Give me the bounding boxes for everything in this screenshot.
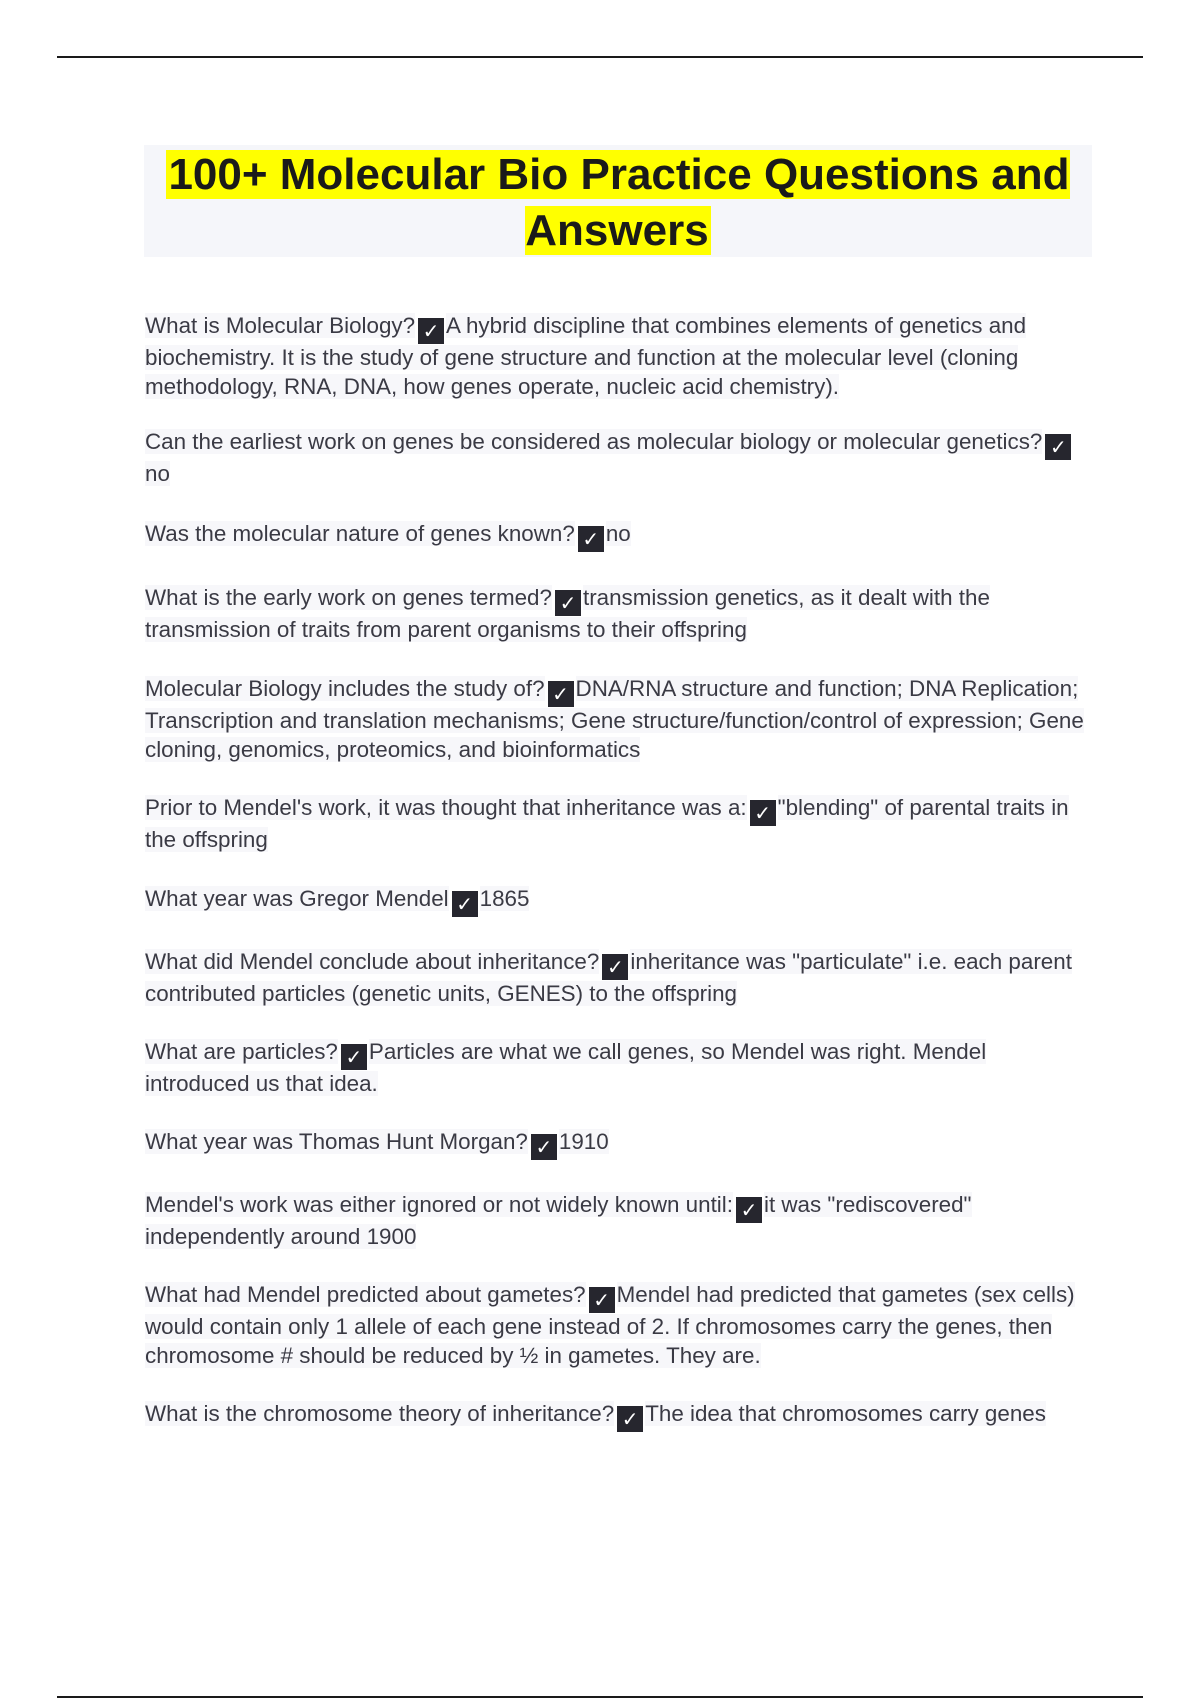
qa-item <box>145 1400 1095 1432</box>
answer-text: 1865 <box>479 885 530 911</box>
question-text: Can the earliest work on genes be considered as molecular biology or molecular genetics? <box>145 429 1043 454</box>
qa-item <box>145 885 1095 917</box>
qa-item <box>145 1281 1095 1370</box>
qa-item <box>145 948 1095 1009</box>
page-title-highlight: 100+ Molecular Bio Practice Questions and Answers <box>168 150 1070 255</box>
checkbox-check-icon: ✓ <box>1045 434 1071 460</box>
question-text: Molecular Biology includes the study of? <box>145 676 545 701</box>
qa-item <box>145 428 1095 489</box>
top-rule <box>57 56 1143 58</box>
checkbox-check-icon: ✓ <box>589 1287 615 1313</box>
answer-text: DNA/RNA structure and function; DNA Replication; Transcription and translation mechanisms; Gene structure/function/control of expression; Gene cloning, genomics, proteomics, and bioinformatics <box>145 676 1084 762</box>
answer-text: it was "rediscovered" independently around 1900 <box>145 1191 972 1249</box>
bottom-rule <box>57 1696 1143 1698</box>
answer-text: "blending" of parental traits in the offspring <box>145 795 1069 852</box>
checkbox-check-icon: ✓ <box>548 681 574 707</box>
qa-list <box>145 312 1095 1432</box>
question-text: Was the molecular nature of genes known? <box>145 520 575 546</box>
qa-item <box>145 675 1095 764</box>
qa-item <box>145 794 1095 855</box>
qa-item <box>145 1191 1095 1252</box>
checkbox-check-icon: ✓ <box>602 954 628 980</box>
answer-text: no <box>145 461 170 486</box>
checkbox-check-icon: ✓ <box>736 1197 762 1223</box>
question-text: What are particles? <box>145 1039 338 1064</box>
question-text: What did Mendel conclude about inheritance? <box>145 948 600 974</box>
checkbox-check-icon: ✓ <box>531 1134 557 1160</box>
qa-item <box>145 584 1095 645</box>
question-text: What year was Gregor Mendel <box>145 885 449 911</box>
checkbox-check-icon: ✓ <box>617 1406 643 1432</box>
page-title <box>144 145 1092 259</box>
answer-text: Particles are what we call genes, so Mendel was right. Mendel introduced us that idea. <box>145 1039 987 1096</box>
title-box <box>144 145 1092 257</box>
qa-item <box>145 312 1095 401</box>
question-text: Prior to Mendel's work, it was thought that inheritance was a: <box>145 795 747 820</box>
checkbox-check-icon: ✓ <box>452 891 478 917</box>
answer-text: transmission genetics, as it dealt with the transmission of traits from parent organisms to their offspring <box>145 584 990 642</box>
question-text: What is Molecular Biology? <box>145 313 416 338</box>
checkbox-check-icon: ✓ <box>555 590 581 616</box>
qa-item <box>145 1128 1095 1160</box>
qa-item <box>145 1038 1095 1099</box>
question-text: What had Mendel predicted about gametes? <box>145 1282 586 1307</box>
answer-text: 1910 <box>558 1128 609 1154</box>
question-text: What year was Thomas Hunt Morgan? <box>145 1128 528 1154</box>
checkbox-check-icon: ✓ <box>578 526 604 552</box>
checkbox-check-icon: ✓ <box>418 318 444 344</box>
checkbox-check-icon: ✓ <box>750 800 776 826</box>
question-text: What is the early work on genes termed? <box>145 584 552 610</box>
answer-text: Mendel had predicted that gametes (sex cells) would contain only 1 allele of each gene instead of 2. If chromosomes carry the genes, then chromosome # should be reduced by ½ in gametes. They are. <box>145 1282 1075 1368</box>
answer-text: no <box>605 520 631 546</box>
answer-text: The idea that chromosomes carry genes <box>645 1401 1046 1426</box>
question-text: Mendel's work was either ignored or not widely known until: <box>145 1191 733 1217</box>
qa-item <box>145 520 1095 552</box>
answer-text: inheritance was "particulate" i.e. each parent contributed particles (genetic units, GENES) to the offspring <box>145 948 1072 1006</box>
question-text: What is the chromosome theory of inheritance? <box>145 1401 615 1426</box>
checkbox-check-icon: ✓ <box>341 1044 367 1070</box>
answer-text: A hybrid discipline that combines elements of genetics and biochemistry. It is the study of gene structure and function at the molecular level (cloning methodology, RNA, DNA, how genes operate, nucleic acid chemistry). <box>145 313 1027 399</box>
